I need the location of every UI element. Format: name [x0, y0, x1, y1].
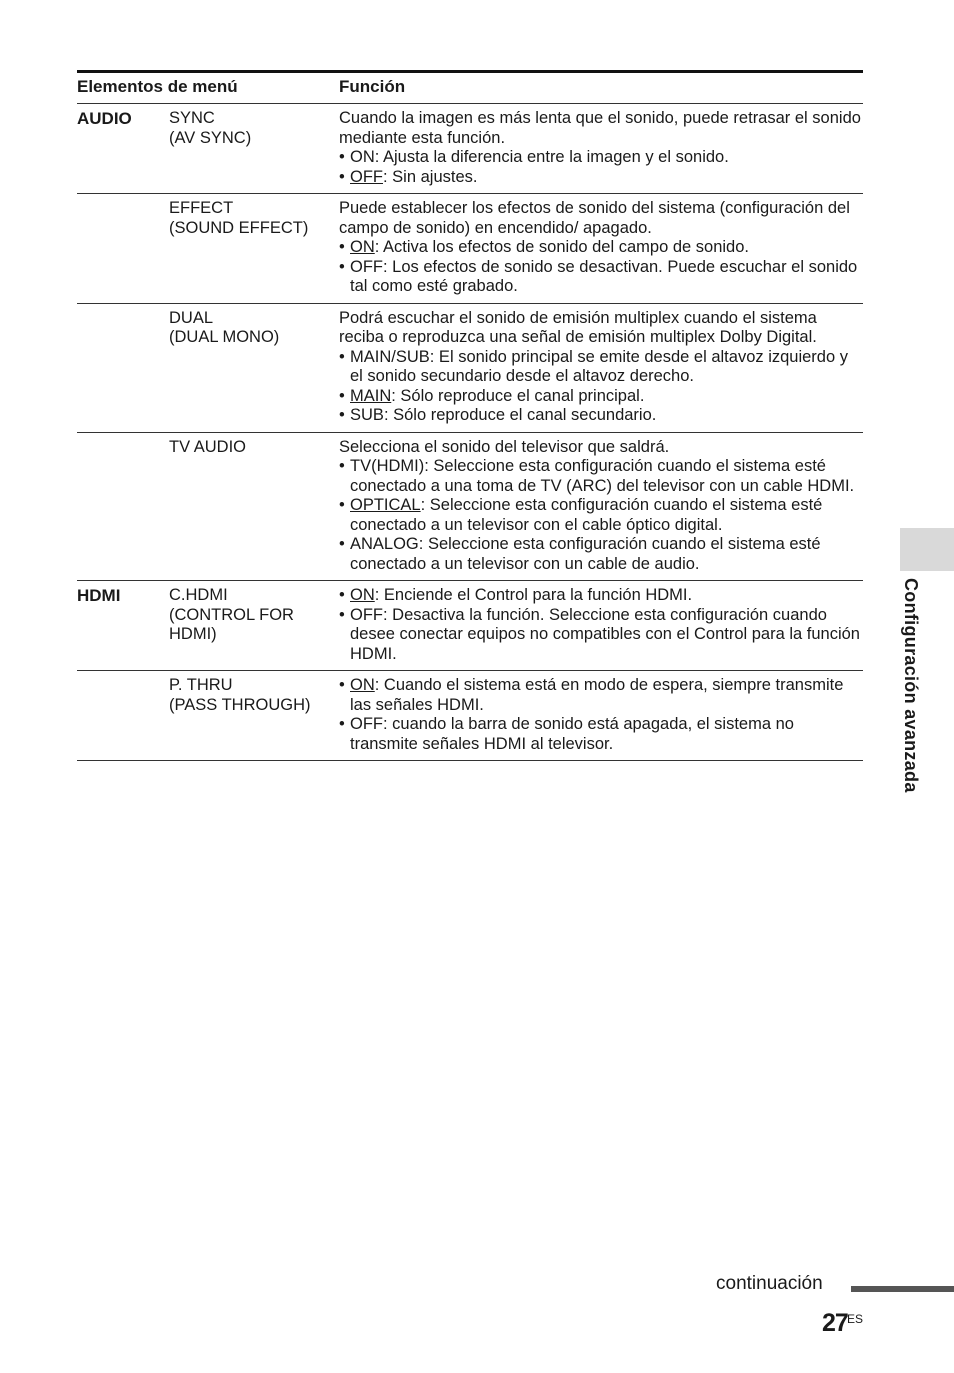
option-bullet: [339, 457, 863, 496]
option-keyword: OFF: [350, 257, 383, 276]
row-menu-item: DUAL (DUAL MONO): [169, 308, 280, 346]
row-category: [77, 199, 169, 297]
option-keyword: ON: [350, 238, 375, 256]
option-description: : cuando la barra de sonido está apagada, el sistema no transmite señales HDMI al televisor.: [350, 715, 794, 753]
header-function: Función: [339, 77, 406, 96]
option-description: : Cuando el sistema está en modo de espera, siempre transmite las señales HDMI.: [350, 676, 844, 714]
option-keyword: SUB: [350, 406, 384, 424]
row-menu-item: TV AUDIO: [169, 437, 247, 456]
option-description: : Sin ajustes.: [383, 167, 478, 186]
option-description: : Seleccione esta configuración cuando el sistema esté conectado a un televisor con un cable de audio.: [350, 535, 821, 573]
row-function: [339, 676, 863, 754]
header-menu-items: Elementos de menú: [77, 77, 238, 96]
row-menu-item: P. THRU (PASS THROUGH): [169, 676, 311, 714]
option-bullet: [339, 348, 863, 387]
option-keyword: OFF: [350, 715, 383, 733]
table-body: [77, 104, 863, 761]
settings-table: [77, 70, 863, 761]
option-keyword: OPTICAL: [350, 496, 421, 514]
option-keyword: ON: [350, 586, 375, 604]
option-keyword: MAIN: [350, 386, 392, 405]
option-bullet: [339, 168, 863, 188]
option-bullet: [339, 496, 863, 535]
option-keyword: MAIN/SUB: [350, 347, 430, 366]
option-description: : El sonido principal se emite desde el altavoz izquierdo y el sonido secundario desde el altavoz derecho.: [350, 347, 848, 385]
option-bullet: [339, 148, 863, 168]
option-description: : Los efectos de sonido se desactivan. Puede escuchar el sonido tal como esté grabado.: [350, 257, 858, 295]
row-menu-item: SYNC (AV SYNC): [169, 109, 252, 147]
section-label: Configuración avanzada: [901, 578, 921, 793]
option-bullet: [339, 586, 863, 606]
continue-label: continuación: [716, 1273, 823, 1294]
page-language-suffix: ES: [847, 1312, 864, 1326]
option-description: : Seleccione esta configuración cuando el sistema esté conectado a una toma de TV (ARC) del televisor con un cable HDMI.: [350, 457, 855, 495]
row-function: [339, 199, 863, 297]
table-row: [77, 194, 863, 304]
option-keyword: OFF: [350, 167, 383, 186]
option-bullet: [339, 606, 863, 665]
function-description: Cuando la imagen es más lenta que el sonido, puede retrasar el sonido mediante esta función.: [339, 109, 861, 147]
option-bullet: [339, 715, 863, 754]
row-function: [339, 586, 863, 664]
option-description: : Enciende el Control para la función HDMI.: [374, 586, 693, 604]
continue-bar: [851, 1286, 954, 1292]
row-menu-item: C.HDMI (CONTROL FOR HDMI): [169, 586, 294, 643]
option-keyword: OFF: [350, 605, 383, 624]
page-number: 27: [822, 1309, 848, 1337]
table-header: [77, 73, 863, 104]
row-category: [77, 438, 169, 575]
section-tab: [900, 528, 954, 571]
row-function: [339, 109, 863, 187]
row-menu-item: EFFECT (SOUND EFFECT): [169, 199, 309, 237]
option-description: : Ajusta la diferencia entre la imagen y el sonido.: [374, 148, 729, 166]
option-bullet: [339, 406, 863, 426]
option-keyword: TV(HDMI): [350, 457, 425, 475]
function-description: Selecciona el sonido del televisor que saldrá.: [339, 437, 670, 456]
row-category: [77, 676, 169, 754]
option-bullet: [339, 258, 863, 297]
row-category: HDMI: [77, 586, 121, 605]
option-bullet: [339, 387, 863, 407]
option-description: : Activa los efectos de sonido del campo de sonido.: [374, 238, 749, 256]
option-bullet: [339, 238, 863, 258]
table-row: [77, 433, 863, 582]
option-keyword: ON: [350, 148, 375, 166]
table-row: [77, 581, 863, 671]
option-description: : Seleccione esta configuración cuando el sistema esté conectado a un televisor con el cable óptico digital.: [350, 496, 823, 534]
row-category: AUDIO: [77, 109, 132, 128]
option-keyword: ON: [350, 676, 375, 694]
option-description: : Desactiva la función. Seleccione esta configuración cuando desee conectar equipos no compatibles con el Control para la función HDMI.: [350, 605, 860, 663]
function-description: Puede establecer los efectos de sonido del sistema (configuración del campo de sonido) en encendido/ apagado.: [339, 199, 850, 237]
option-description: : Sólo reproduce el canal secundario.: [383, 406, 657, 424]
option-bullet: [339, 676, 863, 715]
function-description: Podrá escuchar el sonido de emisión multiplex cuando el sistema reciba o reproduzca una señal de emisión multiplex Dolby Digital.: [339, 308, 817, 346]
option-bullet: [339, 535, 863, 574]
table-row: [77, 104, 863, 194]
option-description: : Sólo reproduce el canal principal.: [391, 386, 645, 405]
table-row: [77, 304, 863, 433]
table-row: [77, 671, 863, 761]
option-keyword: ANALOG: [350, 535, 419, 553]
row-category: [77, 309, 169, 426]
row-function: [339, 438, 863, 575]
row-function: [339, 309, 863, 426]
